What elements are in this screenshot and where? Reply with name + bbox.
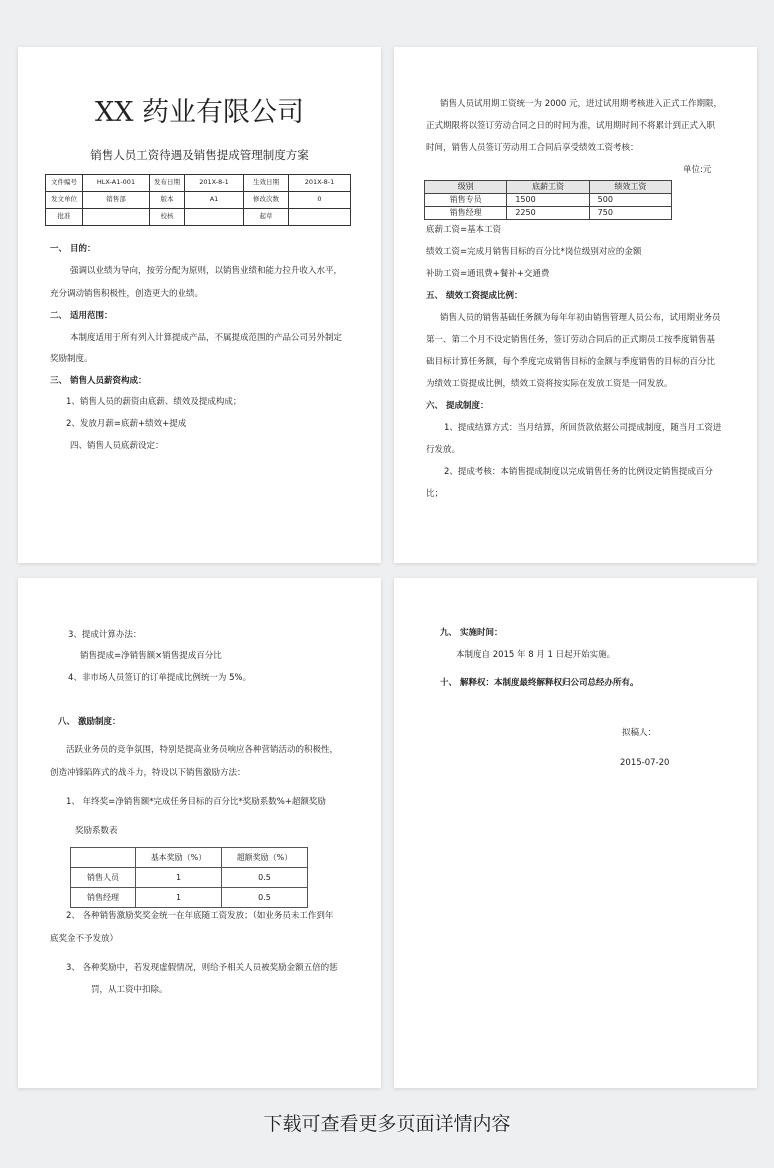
info-table (45, 174, 351, 226)
section-heading: 六、 提成制度： (426, 401, 489, 411)
paragraph-line: 创造冲锋陷阵式的战斗力，特设以下销售激励方法： (50, 768, 246, 778)
list-item: 1、提成结算方式：当月结算，所回货款依据公司提成制度，随当月工资进 (444, 423, 722, 433)
paragraph-line: 强调以业绩为导向，按劳分配为原则，以销售业绩和能力拉升收入水平， (70, 266, 343, 276)
section-heading: 九、 实施时间： (440, 628, 503, 638)
table-header-row (425, 181, 672, 194)
document-page-2 (394, 47, 757, 563)
list-item: 1、销售人员的薪资由底薪、绩效及提成构成； (66, 397, 242, 407)
table-cell: 销售专员 (425, 194, 507, 207)
table-cell: 1500 (507, 194, 589, 207)
table-header-cell: 级别 (425, 181, 507, 194)
table-cell: 校核 (150, 209, 185, 226)
table-cell: 修改次数 (244, 192, 289, 209)
table-cell: 201X-8-1 (289, 175, 351, 192)
table-cell: 0.5 (222, 888, 308, 908)
table-cell: A1 (185, 192, 244, 209)
table-cell: 1 (136, 888, 222, 908)
table-cell: 起草 (244, 209, 289, 226)
paragraph-line: 本制度适用于所有列入计算提成产品，不属提成范围的产品公司另外制定 (70, 333, 343, 343)
paragraph-line: 销售人员的销售基础任务额为每年年初由销售管理人员公布，试用期业务员 (440, 313, 721, 323)
table-row (46, 209, 351, 226)
table-cell: 750 (589, 207, 671, 220)
table-cell: 销售部 (83, 192, 150, 209)
table-cell (83, 209, 150, 226)
document-subtitle: 销售人员工资待遇及销售提成管理制度方案 (90, 148, 309, 162)
table-cell: 发文单位 (46, 192, 83, 209)
list-item: 1、 年终奖=净销售额*完成任务目标的百分比*奖励系数%+超额奖励 (66, 797, 326, 807)
section-heading: 四、销售人员底薪设定： (70, 441, 164, 451)
table-cell: 销售经理 (425, 207, 507, 220)
document-page-1 (18, 47, 381, 563)
table-cell: 文件编号 (46, 175, 83, 192)
paragraph-line: 充分调动销售积极性，创造更大的业绩。 (50, 289, 204, 299)
list-item: 2、提成考核：本销售提成制度以完成销售任务的比例设定销售提成百分 (444, 467, 713, 477)
table-row (425, 207, 672, 220)
document-page-4 (394, 578, 757, 1088)
table-cell: 生效日期 (244, 175, 289, 192)
paragraph-line: 绩效工资=完成月销售目标的百分比*岗位级别对应的金额 (426, 247, 642, 257)
table-row (46, 192, 351, 209)
paragraph-line: 为绩效工资提成比例，绩效工资将按实际在发放工资是一同发放。 (426, 379, 673, 389)
paragraph-line: 第一、第二个月不设定销售任务，签订劳动合同后的正式期员工按季度销售基 (426, 335, 716, 345)
salary-table (424, 180, 672, 220)
paragraph-line: 销售人员试用期工资统一为 2000 元，进过试用期考核进入正式工作期限， (440, 99, 723, 109)
company-title: XX 药业有限公司 (94, 97, 305, 128)
document-page-3 (18, 578, 381, 1088)
paragraph-line: 活跃业务员的竞争氛围，特别是提高业务员响应各种营销活动的积极性， (66, 745, 339, 755)
section-heading: 三、 销售人员薪资构成： (50, 376, 147, 386)
table-row (46, 175, 351, 192)
paragraph-line: 正式期限将以签订劳动合同之日的时间为准，试用期时间不将累计到正式入职 (426, 121, 716, 131)
table-cell: 销售经理 (71, 888, 136, 908)
table-cell: 0 (289, 192, 351, 209)
section-heading: 十、 解释权：本制度最终解释权归公司总经办所有。 (440, 678, 639, 688)
paragraph-line: 底奖金不予发放） (50, 934, 119, 944)
paragraph-line: 时间，销售人员签订劳动用工合同后享受绩效工资考核： (426, 143, 639, 153)
table-cell: 销售人员 (71, 868, 136, 888)
paragraph-line: 本制度自 2015 年 8 月 1 日起开始实施。 (456, 650, 616, 660)
unit-label: 单位:元 (683, 165, 712, 175)
paragraph-line: 奖励制度。 (50, 354, 93, 364)
paragraph-line: 比； (426, 489, 444, 499)
list-item: 4、非市场人员签订的订单提成比例统一为 5%。 (68, 673, 252, 683)
paragraph-line: 补助工资=通讯费+餐补+交通费 (426, 269, 550, 279)
paragraph-line: 罚，从工资中扣除。 (91, 985, 168, 995)
table-cell: 500 (589, 194, 671, 207)
table-caption: 奖励系数表 (75, 826, 118, 836)
table-cell: 201X-8-1 (185, 175, 244, 192)
table-cell (185, 209, 244, 226)
table-row (71, 888, 308, 908)
table-cell: HLX-A1-001 (83, 175, 150, 192)
table-header-cell (71, 848, 136, 868)
table-header-cell: 绩效工资 (589, 181, 671, 194)
document-date: 2015-07-20 (620, 758, 670, 768)
table-header-cell: 超额奖励（%） (222, 848, 308, 868)
section-heading: 二、 适用范围： (50, 311, 113, 321)
list-item: 2、发放月薪=底薪+绩效+提成 (66, 419, 187, 429)
list-item: 2、 各种销售激励奖奖金统一在年底随工资发放；（如业务员未工作到年 (66, 911, 334, 921)
paragraph-line: 底薪工资=基本工资 (426, 225, 502, 235)
table-header-cell: 基本奖励（%） (136, 848, 222, 868)
list-item: 3、 各种奖励中，若发现虚假情况，则给予相关人员被奖励金额五倍的惩 (66, 963, 338, 973)
paragraph-line: 销售提成=净销售额×销售提成百分比 (80, 651, 222, 661)
table-cell: 1 (136, 868, 222, 888)
table-cell: 批准 (46, 209, 83, 226)
drafter-label: 拟稿人： (622, 728, 657, 738)
table-header-cell: 底薪工资 (507, 181, 589, 194)
footer-caption: 下载可查看更多页面详情内容 (263, 1113, 511, 1135)
section-heading: 五、 绩效工资提成比例： (426, 291, 523, 301)
bonus-coefficient-table (70, 847, 308, 908)
table-row (425, 194, 672, 207)
table-cell: 发布日期 (150, 175, 185, 192)
table-cell (289, 209, 351, 226)
list-item: 3、提成计算办法： (68, 630, 142, 640)
paragraph-line: 行发放。 (426, 445, 461, 455)
table-cell: 2250 (507, 207, 589, 220)
paragraph-line: 础目标计算任务额，每个季度完成销售目标的金额与季度销售的目标的百分比 (426, 357, 716, 367)
table-cell: 0.5 (222, 868, 308, 888)
section-heading: 八、 激励制度： (58, 717, 121, 727)
table-header-row (71, 848, 308, 868)
table-row (71, 868, 308, 888)
section-heading: 一、 目的： (50, 244, 96, 254)
table-cell: 版本 (150, 192, 185, 209)
